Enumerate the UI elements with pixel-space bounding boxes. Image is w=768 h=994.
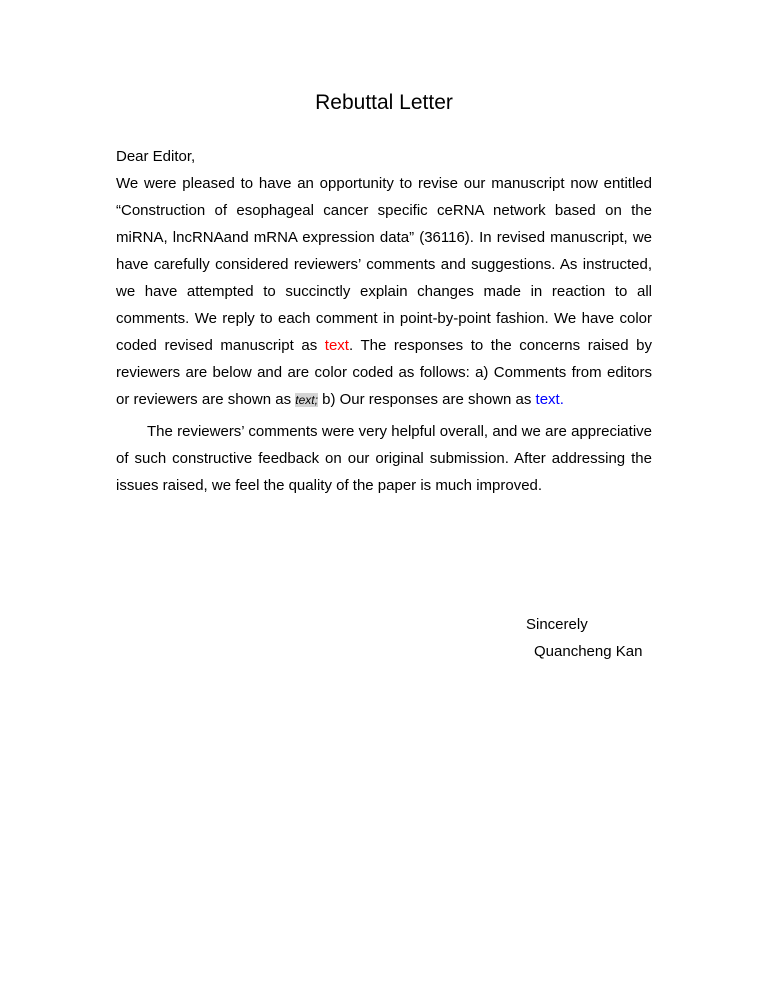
blue-text-sample: text: [535, 391, 560, 408]
page-title: Rebuttal Letter: [315, 91, 453, 114]
paragraph-intro-text: We were pleased to have an opportunity to revise our manuscript now entitled “Construction of esophageal cancer specific ceRNA network based on the miRNA, lncRNAand mRNA expression data” (36116). In revised manuscript, we have carefully considered reviewers’ comments and suggestions. As instructed, we have attempted to succinctly explain changes made in reaction to all comments. We reply to each comment in point-by-point fashion. We have color coded revised manuscript as: [116, 175, 652, 354]
paragraph-appreciation: The reviewers’ comments were very helpful overall, and we are appreciative of such constructive feedback on our original submission. After addressing the issues raised, we feel the quality of the paper is much improved.: [116, 423, 652, 494]
paragraph-intro: [116, 170, 652, 414]
paragraph-middle-text: . The responses to the concerns raised by reviewers are below and are color coded as follows: a) Comments from editors or reviewers are shown as: [116, 337, 652, 408]
closing: Sincerely: [526, 616, 588, 633]
signature: Quancheng Kan: [534, 643, 643, 660]
red-text-sample: text: [324, 337, 349, 354]
paragraph-middle2-text: b) Our responses are shown as: [317, 391, 536, 408]
grey-text-sample: text;: [295, 393, 318, 407]
paragraph-end-text: .: [559, 391, 564, 408]
greeting: Dear Editor,: [116, 148, 196, 165]
